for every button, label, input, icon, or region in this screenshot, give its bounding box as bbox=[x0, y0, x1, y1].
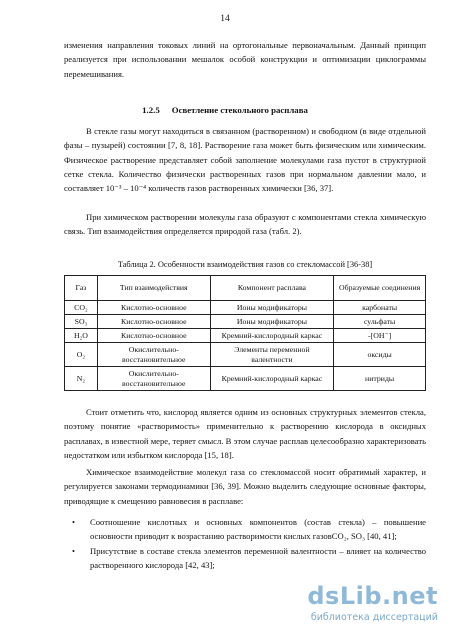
header-compounds: Образуемые соединения bbox=[334, 276, 426, 301]
table-row bbox=[65, 329, 426, 343]
paragraph-2-text: При химическом растворении молекулы газа образуют с компонентами стекла химическую связь. Тип взаимодействия определяется природой газа (табл. 2). bbox=[64, 212, 426, 237]
body-paragraph-4 bbox=[64, 465, 426, 508]
cell-type: Кислотно-основное bbox=[97, 315, 210, 329]
cell-component: Элементы переменной валентности bbox=[210, 343, 334, 367]
cell-compounds: нитриды bbox=[334, 367, 426, 391]
body-paragraph-2 bbox=[64, 210, 426, 239]
page-number: 14 bbox=[220, 14, 230, 24]
gas-interaction-table bbox=[64, 275, 426, 391]
cell-type: Кислотно-основное bbox=[97, 301, 210, 315]
section-number: 1.2.5 bbox=[142, 105, 160, 115]
table-caption: Таблица 2. Особенности взаимодействия газов со стекломассой [36-38] bbox=[117, 260, 373, 269]
header-melt-component: Компонент расплава bbox=[210, 276, 334, 301]
table-row bbox=[65, 315, 426, 329]
intro-paragraph bbox=[64, 38, 426, 81]
cell-gas: SO₃ bbox=[65, 315, 98, 329]
cell-component: Ионы модификаторы bbox=[210, 315, 334, 329]
list-item: • Присутствие в составе стекла элементов переменной валентности – влияет на количество растворенного кислорода [42, 43]; bbox=[64, 544, 426, 573]
logo-text: dsLib.net bbox=[307, 582, 438, 610]
cell-component: Кремний-кислородный каркас bbox=[210, 329, 334, 343]
paragraph-4-text: Химическое взаимодействие молекул газа со стекломассой носит обратимый характер, и регулируется законами термодинамики [36, 39]. Можно выделить следующие основные факторы, приводящие к смещению равновесия в расплаве: bbox=[64, 467, 426, 506]
table-row bbox=[65, 343, 426, 367]
cell-gas: H₂O bbox=[65, 329, 98, 343]
watermark-logo bbox=[302, 582, 442, 630]
cell-component: Кремний-кислородный каркас bbox=[210, 367, 334, 391]
logo-subtitle: библиотека диссертаций bbox=[310, 612, 438, 623]
body-paragraph-1 bbox=[64, 124, 426, 195]
header-gas: Газ bbox=[65, 276, 98, 301]
paragraph-1-text: В стекле газы могут находиться в связанном (растворенном) и свободном (в виде отдельной фазы – пузырей) состоянии [7, 8, 18]. Растворение газа может быть физическим или химическим. Физическое растворение представляет собой заполнение молекулами газа пустот в структурной сетке стекла. Количество физически растворенных газов при нормальном давлении мало, и составляет 10⁻³ – 10⁻⁴ количеств газов растворенных химически [36, 37]. bbox=[64, 126, 426, 194]
cell-compounds: оксиды bbox=[334, 343, 426, 367]
cell-compounds: сульфаты bbox=[334, 315, 426, 329]
bullet-list bbox=[64, 515, 426, 572]
cell-gas: CO₂ bbox=[65, 301, 98, 315]
cell-compounds: -[OH⁻] bbox=[334, 329, 426, 343]
cell-gas: N₂ bbox=[65, 367, 98, 391]
table-row bbox=[65, 301, 426, 315]
cell-type: Окислительно-восстановительное bbox=[97, 367, 210, 391]
cell-component: Ионы модификаторы bbox=[210, 301, 334, 315]
section-title: Осветление стекольного расплава bbox=[171, 105, 308, 115]
section-heading bbox=[0, 105, 450, 115]
cell-type: Окислительно-восстановительное bbox=[97, 343, 210, 367]
header-interaction-type: Тип взаимодействия bbox=[97, 276, 210, 301]
cell-gas: O₂ bbox=[65, 343, 98, 367]
intro-text: изменения направления токовых линий на ортогональные первоначальным. Данный принцип реализуется при использовании мешалок особой конструкции и оптимизации циклограммы перемешивания. bbox=[64, 40, 426, 79]
table-row bbox=[65, 367, 426, 391]
paragraph-3-text: Стоит отметить что, кислород является одним из основных структурных элементов стекла, поэтому понятие «растворимость» применительно к растворению кислорода в оксидных расплавах, в известной мере, теряет смысл. В этом случае расплав целесообразно характеризовать недостатком или избытком кислорода [15, 18]. bbox=[64, 407, 426, 460]
cell-compounds: карбонаты bbox=[334, 301, 426, 315]
table-header-row bbox=[65, 276, 426, 301]
cell-type: Кислотно-основное bbox=[97, 329, 210, 343]
body-paragraph-3 bbox=[64, 405, 426, 462]
list-item: • Соотношение кислотных и основных компонентов (состав стекла) – повышение основности приводит к возрастанию растворимости кислых газовCO₂, SO₃ [40, 41]; bbox=[64, 515, 426, 544]
